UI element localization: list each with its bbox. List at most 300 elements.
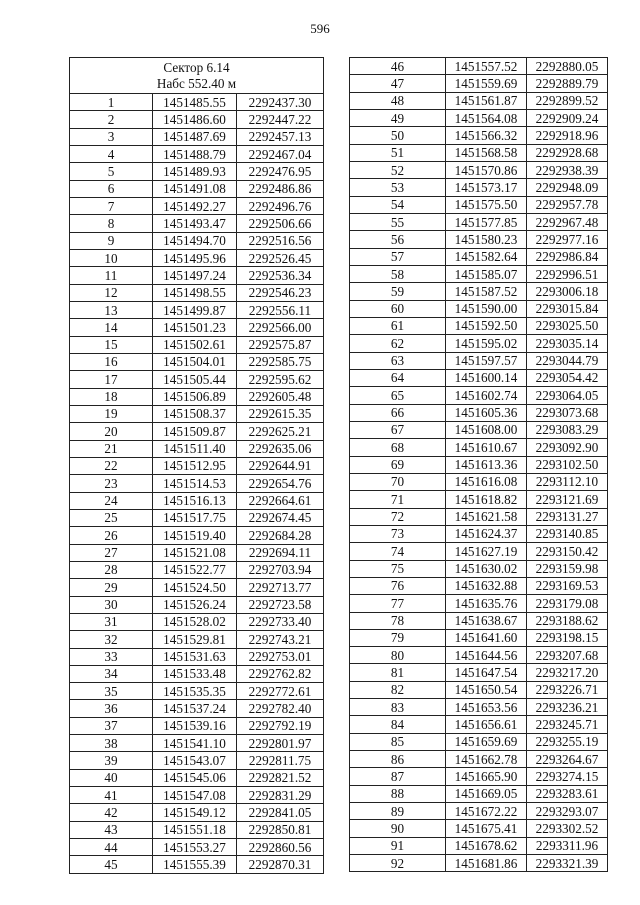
point-number-cell: 46 (350, 58, 446, 75)
point-number-cell: 4 (70, 145, 153, 162)
x-coordinate-cell: 1451630.02 (446, 560, 527, 577)
y-coordinate-cell: 2292703.94 (237, 561, 324, 578)
x-coordinate-cell: 1451549.12 (153, 804, 237, 821)
point-number-cell: 44 (70, 839, 153, 856)
point-number-cell: 41 (70, 787, 153, 804)
table-row (70, 527, 324, 544)
x-coordinate-cell: 1451545.06 (153, 769, 237, 786)
point-number-cell: 33 (70, 648, 153, 665)
table-row (350, 525, 608, 542)
point-number-cell: 71 (350, 491, 446, 508)
y-coordinate-cell: 2292841.05 (237, 804, 324, 821)
x-coordinate-cell: 1451608.00 (446, 421, 527, 438)
point-number-cell: 28 (70, 561, 153, 578)
x-coordinate-cell: 1451495.96 (153, 249, 237, 266)
table-row (350, 109, 608, 126)
x-coordinate-cell: 1451499.87 (153, 301, 237, 318)
x-coordinate-cell: 1451502.61 (153, 336, 237, 353)
table-row (70, 648, 324, 665)
y-coordinate-cell: 2293217.20 (527, 664, 608, 681)
point-number-cell: 39 (70, 752, 153, 769)
table-row (350, 612, 608, 629)
sector-elevation: Набс 552.40 м (156, 75, 237, 91)
point-number-cell: 47 (350, 75, 446, 92)
y-coordinate-cell: 2293083.29 (527, 421, 608, 438)
y-coordinate-cell: 2292977.16 (527, 231, 608, 248)
x-coordinate-cell: 1451516.13 (153, 492, 237, 509)
table-row (70, 457, 324, 474)
point-number-cell: 25 (70, 509, 153, 526)
point-number-cell: 58 (350, 265, 446, 282)
point-number-cell: 30 (70, 596, 153, 613)
point-number-cell: 17 (70, 371, 153, 388)
y-coordinate-cell: 2293015.84 (527, 300, 608, 317)
y-coordinate-cell: 2292457.13 (237, 128, 324, 145)
table-row (350, 58, 608, 75)
coordinates-table-left (69, 57, 324, 874)
y-coordinate-cell: 2293150.42 (527, 543, 608, 560)
x-coordinate-cell: 1451504.01 (153, 353, 237, 370)
y-coordinate-cell: 2293006.18 (527, 283, 608, 300)
table-row (350, 317, 608, 334)
x-coordinate-cell: 1451597.57 (446, 352, 527, 369)
y-coordinate-cell: 2292792.19 (237, 717, 324, 734)
table-row (350, 699, 608, 716)
point-number-cell: 40 (70, 769, 153, 786)
y-coordinate-cell: 2292595.62 (237, 371, 324, 388)
y-coordinate-cell: 2292585.75 (237, 353, 324, 370)
y-coordinate-cell: 2292644.91 (237, 457, 324, 474)
point-number-cell: 85 (350, 733, 446, 750)
point-number-cell: 66 (350, 404, 446, 421)
table-row (350, 820, 608, 837)
page-number: 596 (310, 21, 330, 36)
table-row (70, 371, 324, 388)
point-number-cell: 70 (350, 473, 446, 490)
point-number-cell: 73 (350, 525, 446, 542)
table-row (70, 284, 324, 301)
x-coordinate-cell: 1451505.44 (153, 371, 237, 388)
table-row (350, 855, 608, 872)
table-row (70, 128, 324, 145)
table-row (70, 440, 324, 457)
table-row (70, 232, 324, 249)
table-row (70, 163, 324, 180)
table-row (70, 336, 324, 353)
y-coordinate-cell: 2292996.51 (527, 265, 608, 282)
table-row (350, 161, 608, 178)
x-coordinate-cell: 1451487.69 (153, 128, 237, 145)
point-number-cell: 50 (350, 127, 446, 144)
y-coordinate-cell: 2292566.00 (237, 319, 324, 336)
table-row (350, 231, 608, 248)
table-row (350, 647, 608, 664)
y-coordinate-cell: 2293131.27 (527, 508, 608, 525)
x-coordinate-cell: 1451618.82 (446, 491, 527, 508)
point-number-cell: 91 (350, 837, 446, 854)
point-number-cell: 84 (350, 716, 446, 733)
x-coordinate-cell: 1451621.58 (446, 508, 527, 525)
point-number-cell: 9 (70, 232, 153, 249)
x-coordinate-cell: 1451577.85 (446, 213, 527, 230)
table-row (70, 492, 324, 509)
x-coordinate-cell: 1451662.78 (446, 751, 527, 768)
x-coordinate-cell: 1451498.55 (153, 284, 237, 301)
table-row (350, 335, 608, 352)
y-coordinate-cell: 2293044.79 (527, 352, 608, 369)
y-coordinate-cell: 2292811.75 (237, 752, 324, 769)
x-coordinate-cell: 1451517.75 (153, 509, 237, 526)
x-coordinate-cell: 1451675.41 (446, 820, 527, 837)
x-coordinate-cell: 1451644.56 (446, 647, 527, 664)
x-coordinate-cell: 1451582.64 (446, 248, 527, 265)
x-coordinate-cell: 1451511.40 (153, 440, 237, 457)
x-coordinate-cell: 1451592.50 (446, 317, 527, 334)
table-row (70, 249, 324, 266)
y-coordinate-cell: 2293321.39 (527, 855, 608, 872)
table-row (70, 631, 324, 648)
x-coordinate-cell: 1451489.93 (153, 163, 237, 180)
x-coordinate-cell: 1451580.23 (446, 231, 527, 248)
x-coordinate-cell: 1451529.81 (153, 631, 237, 648)
x-coordinate-cell: 1451547.08 (153, 787, 237, 804)
y-coordinate-cell: 2293102.50 (527, 456, 608, 473)
x-coordinate-cell: 1451522.77 (153, 561, 237, 578)
y-coordinate-cell: 2292486.86 (237, 180, 324, 197)
table-row (350, 421, 608, 438)
x-coordinate-cell: 1451590.00 (446, 300, 527, 317)
table-row (350, 127, 608, 144)
y-coordinate-cell: 2292447.22 (237, 111, 324, 128)
sector-header (70, 58, 324, 94)
y-coordinate-cell: 2293283.61 (527, 785, 608, 802)
point-number-cell: 62 (350, 335, 446, 352)
table-row (350, 768, 608, 785)
x-coordinate-cell: 1451491.08 (153, 180, 237, 197)
x-coordinate-cell: 1451541.10 (153, 735, 237, 752)
y-coordinate-cell: 2292546.23 (237, 284, 324, 301)
table-row (70, 613, 324, 630)
table-row (350, 265, 608, 282)
x-coordinate-cell: 1451514.53 (153, 475, 237, 492)
table-row (350, 456, 608, 473)
table-row (350, 352, 608, 369)
table-row (70, 821, 324, 838)
y-coordinate-cell: 2292575.87 (237, 336, 324, 353)
y-coordinate-cell: 2293025.50 (527, 317, 608, 334)
point-number-cell: 22 (70, 457, 153, 474)
table-row (70, 700, 324, 717)
x-coordinate-cell: 1451494.70 (153, 232, 237, 249)
point-number-cell: 36 (70, 700, 153, 717)
table-row (70, 804, 324, 821)
x-coordinate-cell: 1451653.56 (446, 699, 527, 716)
point-number-cell: 12 (70, 284, 153, 301)
point-number-cell: 82 (350, 681, 446, 698)
table-row (350, 560, 608, 577)
x-coordinate-cell: 1451528.02 (153, 613, 237, 630)
table-row (70, 180, 324, 197)
point-number-cell: 67 (350, 421, 446, 438)
x-coordinate-cell: 1451635.76 (446, 595, 527, 612)
x-coordinate-cell: 1451566.32 (446, 127, 527, 144)
point-number-cell: 77 (350, 595, 446, 612)
y-coordinate-cell: 2292664.61 (237, 492, 324, 509)
table-row (70, 353, 324, 370)
point-number-cell: 52 (350, 161, 446, 178)
y-coordinate-cell: 2292986.84 (527, 248, 608, 265)
x-coordinate-cell: 1451535.35 (153, 683, 237, 700)
x-coordinate-cell: 1451537.24 (153, 700, 237, 717)
x-coordinate-cell: 1451602.74 (446, 387, 527, 404)
table-row (350, 439, 608, 456)
point-number-cell: 63 (350, 352, 446, 369)
y-coordinate-cell: 2292918.96 (527, 127, 608, 144)
table-row (350, 75, 608, 92)
y-coordinate-cell: 2292506.66 (237, 215, 324, 232)
table-row (70, 111, 324, 128)
y-coordinate-cell: 2292496.76 (237, 197, 324, 214)
y-coordinate-cell: 2292605.48 (237, 388, 324, 405)
y-coordinate-cell: 2292889.79 (527, 75, 608, 92)
point-number-cell: 90 (350, 820, 446, 837)
y-coordinate-cell: 2292782.40 (237, 700, 324, 717)
x-coordinate-cell: 1451485.55 (153, 94, 237, 111)
point-number-cell: 49 (350, 109, 446, 126)
point-number-cell: 16 (70, 353, 153, 370)
table-row (350, 803, 608, 820)
x-coordinate-cell: 1451681.86 (446, 855, 527, 872)
x-coordinate-cell: 1451509.87 (153, 423, 237, 440)
point-number-cell: 6 (70, 180, 153, 197)
point-number-cell: 51 (350, 144, 446, 161)
table-row (70, 509, 324, 526)
point-number-cell: 27 (70, 544, 153, 561)
point-number-cell: 2 (70, 111, 153, 128)
table-row (70, 267, 324, 284)
x-coordinate-cell: 1451551.18 (153, 821, 237, 838)
point-number-cell: 35 (70, 683, 153, 700)
x-coordinate-cell: 1451553.27 (153, 839, 237, 856)
point-number-cell: 13 (70, 301, 153, 318)
point-number-cell: 10 (70, 249, 153, 266)
table-row (70, 717, 324, 734)
table-row (70, 423, 324, 440)
table-row (350, 387, 608, 404)
table-row (350, 283, 608, 300)
table-row (70, 665, 324, 682)
point-number-cell: 81 (350, 664, 446, 681)
x-coordinate-cell: 1451616.08 (446, 473, 527, 490)
table-row (350, 196, 608, 213)
y-coordinate-cell: 2292635.06 (237, 440, 324, 457)
x-coordinate-cell: 1451533.48 (153, 665, 237, 682)
y-coordinate-cell: 2293121.69 (527, 491, 608, 508)
x-coordinate-cell: 1451669.05 (446, 785, 527, 802)
y-coordinate-cell: 2292928.68 (527, 144, 608, 161)
point-number-cell: 19 (70, 405, 153, 422)
point-number-cell: 56 (350, 231, 446, 248)
y-coordinate-cell: 2292713.77 (237, 579, 324, 596)
x-coordinate-cell: 1451587.52 (446, 283, 527, 300)
point-number-cell: 92 (350, 855, 446, 872)
y-coordinate-cell: 2293264.67 (527, 751, 608, 768)
point-number-cell: 21 (70, 440, 153, 457)
point-number-cell: 20 (70, 423, 153, 440)
y-coordinate-cell: 2292743.21 (237, 631, 324, 648)
table-row (350, 491, 608, 508)
point-number-cell: 11 (70, 267, 153, 284)
y-coordinate-cell: 2292467.04 (237, 145, 324, 162)
x-coordinate-cell: 1451641.60 (446, 629, 527, 646)
y-coordinate-cell: 2292772.61 (237, 683, 324, 700)
y-coordinate-cell: 2292850.81 (237, 821, 324, 838)
coordinates-table-right (349, 57, 608, 872)
table-row (350, 733, 608, 750)
table-row (350, 629, 608, 646)
table-row (70, 544, 324, 561)
y-coordinate-cell: 2293179.08 (527, 595, 608, 612)
x-coordinate-cell: 1451605.36 (446, 404, 527, 421)
point-number-cell: 24 (70, 492, 153, 509)
table-row (70, 561, 324, 578)
x-coordinate-cell: 1451678.62 (446, 837, 527, 854)
y-coordinate-cell: 2292831.29 (237, 787, 324, 804)
point-number-cell: 8 (70, 215, 153, 232)
y-coordinate-cell: 2293092.90 (527, 439, 608, 456)
y-coordinate-cell: 2292899.52 (527, 92, 608, 109)
point-number-cell: 43 (70, 821, 153, 838)
point-number-cell: 89 (350, 803, 446, 820)
y-coordinate-cell: 2292723.58 (237, 596, 324, 613)
table-row (350, 595, 608, 612)
y-coordinate-cell: 2292967.48 (527, 213, 608, 230)
y-coordinate-cell: 2293236.21 (527, 699, 608, 716)
point-number-cell: 76 (350, 577, 446, 594)
table-row (350, 92, 608, 109)
y-coordinate-cell: 2293054.42 (527, 369, 608, 386)
x-coordinate-cell: 1451650.54 (446, 681, 527, 698)
table-row (350, 837, 608, 854)
x-coordinate-cell: 1451610.67 (446, 439, 527, 456)
point-number-cell: 38 (70, 735, 153, 752)
table-row (70, 735, 324, 752)
x-coordinate-cell: 1451564.08 (446, 109, 527, 126)
x-coordinate-cell: 1451486.60 (153, 111, 237, 128)
y-coordinate-cell: 2292870.31 (237, 856, 324, 873)
x-coordinate-cell: 1451497.24 (153, 267, 237, 284)
point-number-cell: 78 (350, 612, 446, 629)
table-row (350, 404, 608, 421)
table-row (70, 787, 324, 804)
point-number-cell: 32 (70, 631, 153, 648)
table-row (70, 301, 324, 318)
y-coordinate-cell: 2292957.78 (527, 196, 608, 213)
y-coordinate-cell: 2293207.68 (527, 647, 608, 664)
table-row (70, 752, 324, 769)
table-row (350, 716, 608, 733)
point-number-cell: 88 (350, 785, 446, 802)
table-row (70, 405, 324, 422)
x-coordinate-cell: 1451506.89 (153, 388, 237, 405)
table-row (70, 839, 324, 856)
y-coordinate-cell: 2293293.07 (527, 803, 608, 820)
x-coordinate-cell: 1451570.86 (446, 161, 527, 178)
x-coordinate-cell: 1451573.17 (446, 179, 527, 196)
y-coordinate-cell: 2292674.45 (237, 509, 324, 526)
point-number-cell: 60 (350, 300, 446, 317)
x-coordinate-cell: 1451492.27 (153, 197, 237, 214)
x-coordinate-cell: 1451524.50 (153, 579, 237, 596)
x-coordinate-cell: 1451624.37 (446, 525, 527, 542)
table-row (70, 596, 324, 613)
x-coordinate-cell: 1451595.02 (446, 335, 527, 352)
y-coordinate-cell: 2293302.52 (527, 820, 608, 837)
point-number-cell: 53 (350, 179, 446, 196)
point-number-cell: 29 (70, 579, 153, 596)
y-coordinate-cell: 2292909.24 (527, 109, 608, 126)
point-number-cell: 72 (350, 508, 446, 525)
x-coordinate-cell: 1451526.24 (153, 596, 237, 613)
x-coordinate-cell: 1451531.63 (153, 648, 237, 665)
point-number-cell: 1 (70, 94, 153, 111)
x-coordinate-cell: 1451638.67 (446, 612, 527, 629)
point-number-cell: 7 (70, 197, 153, 214)
x-coordinate-cell: 1451575.50 (446, 196, 527, 213)
x-coordinate-cell: 1451613.36 (446, 456, 527, 473)
point-number-cell: 3 (70, 128, 153, 145)
x-coordinate-cell: 1451508.37 (153, 405, 237, 422)
point-number-cell: 83 (350, 699, 446, 716)
x-coordinate-cell: 1451627.19 (446, 543, 527, 560)
y-coordinate-cell: 2293274.15 (527, 768, 608, 785)
y-coordinate-cell: 2292516.56 (237, 232, 324, 249)
table-row (350, 664, 608, 681)
x-coordinate-cell: 1451519.40 (153, 527, 237, 544)
y-coordinate-cell: 2293188.62 (527, 612, 608, 629)
x-coordinate-cell: 1451493.47 (153, 215, 237, 232)
x-coordinate-cell: 1451647.54 (446, 664, 527, 681)
x-coordinate-cell: 1451585.07 (446, 265, 527, 282)
point-number-cell: 31 (70, 613, 153, 630)
x-coordinate-cell: 1451665.90 (446, 768, 527, 785)
y-coordinate-cell: 2293255.19 (527, 733, 608, 750)
point-number-cell: 69 (350, 456, 446, 473)
y-coordinate-cell: 2293226.71 (527, 681, 608, 698)
table-row (350, 144, 608, 161)
x-coordinate-cell: 1451672.22 (446, 803, 527, 820)
point-number-cell: 5 (70, 163, 153, 180)
table-row (70, 197, 324, 214)
table-row (70, 856, 324, 873)
table-row (70, 475, 324, 492)
x-coordinate-cell: 1451543.07 (153, 752, 237, 769)
point-number-cell: 59 (350, 283, 446, 300)
table-row (350, 681, 608, 698)
y-coordinate-cell: 2293035.14 (527, 335, 608, 352)
sector-header-row (70, 58, 324, 94)
point-number-cell: 48 (350, 92, 446, 109)
y-coordinate-cell: 2293169.53 (527, 577, 608, 594)
table-row (350, 213, 608, 230)
table-row (350, 369, 608, 386)
x-coordinate-cell: 1451659.69 (446, 733, 527, 750)
y-coordinate-cell: 2292684.28 (237, 527, 324, 544)
table-row (70, 94, 324, 111)
table-row (350, 248, 608, 265)
point-number-cell: 23 (70, 475, 153, 492)
point-number-cell: 61 (350, 317, 446, 334)
